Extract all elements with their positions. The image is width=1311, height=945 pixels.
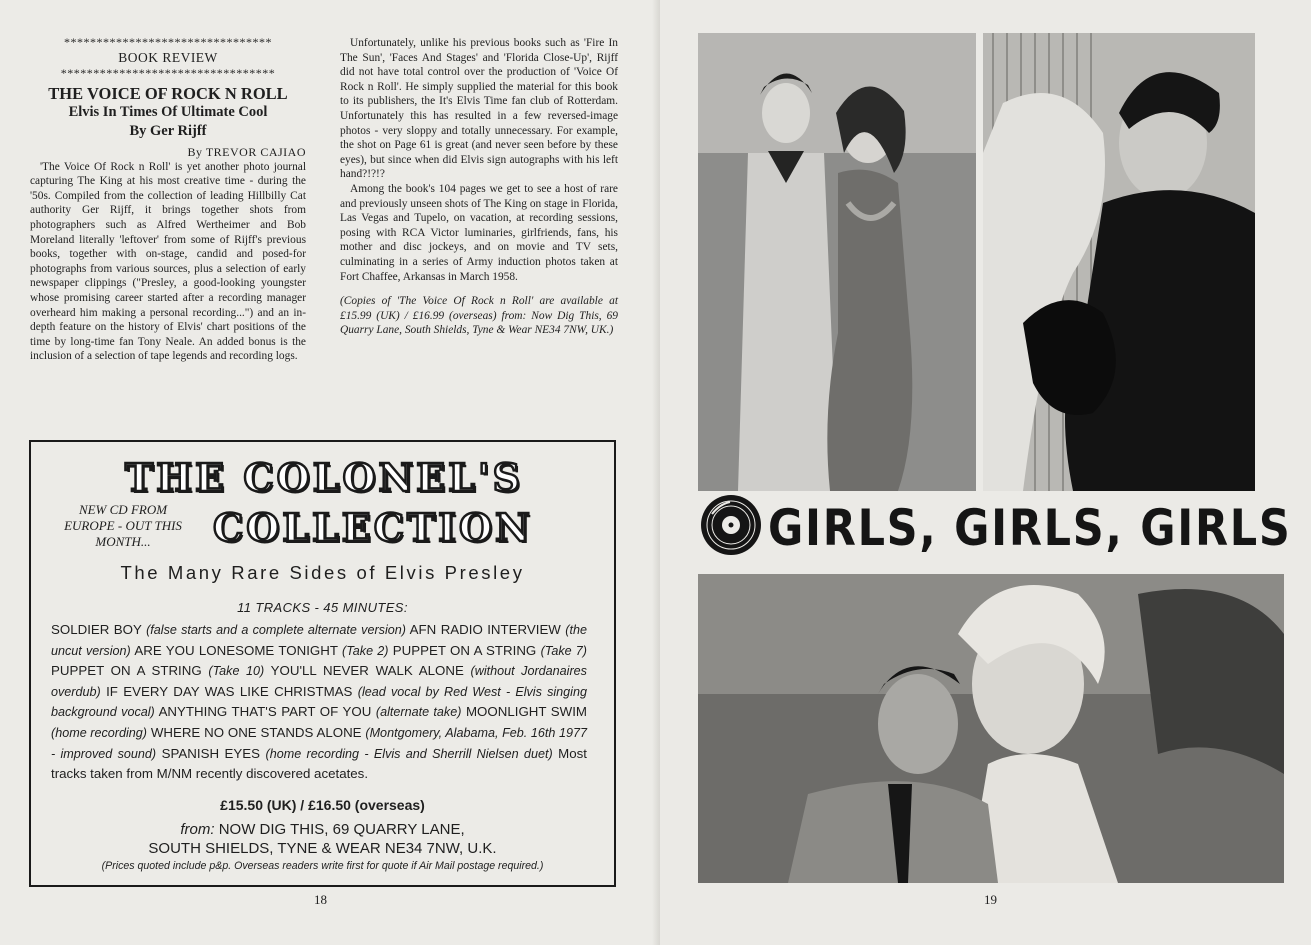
- review-author: By Ger Rijff: [129, 123, 207, 139]
- track-note: (home recording - Elvis and Sherrill Nielsen duet): [265, 746, 553, 761]
- advert-tracks-summary: 11 TRACKS - 45 MINUTES:: [237, 600, 408, 615]
- photo-elvis-with-actress: [698, 574, 1284, 883]
- track-title: IF EVERY DAY WAS LIKE CHRISTMAS: [106, 683, 353, 699]
- track-title: PUPPET ON A STRING: [51, 663, 202, 679]
- colonels-collection-advert: [29, 440, 616, 887]
- review-subtitle: Elvis In Times Of Ultimate Cool: [68, 104, 268, 120]
- advert-address-line-1: NOW DIG THIS, 69 QUARRY LANE,: [218, 821, 465, 838]
- advert-footnote: (Prices quoted include p&p. Overseas readers write first for quote if Air Mail postage required.): [101, 860, 544, 872]
- review-stars-top: ********************************: [64, 35, 272, 49]
- advert-side-note: NEW CD FROM EUROPE - OUT THIS MONTH...: [64, 502, 182, 549]
- track-title: AFN RADIO INTERVIEW: [409, 622, 561, 637]
- page-number-left: 18: [314, 892, 327, 907]
- photo-figures: [983, 33, 1255, 491]
- photo-figures: [698, 574, 1284, 883]
- advert-from-label: from:: [180, 821, 215, 838]
- banner-title: GIRLS, GIRLS, GIRLS: [768, 499, 1292, 557]
- advert-address: [31, 820, 614, 858]
- track-title: YOU'LL NEVER WALK ALONE: [270, 663, 464, 679]
- review-availability-note: (Copies of 'The Voice Of Rock n Roll' are available at £15.99 (UK) / £16.99 (overseas) from: Now Dig This, 69 Quarry Lane, South Shields, Tyne & Wear NE34 7NW, UK.): [340, 295, 618, 337]
- track-title: PUPPET ON A STRING: [392, 642, 537, 658]
- review-column-2: [340, 36, 618, 349]
- advert-tagline: The Many Rare Sides of Elvis Presley: [120, 562, 525, 583]
- track-title: MOONLIGHT SWIM: [465, 704, 587, 720]
- tracks-footer: Most tracks taken from M/NM recently discovered acetates.: [51, 745, 587, 782]
- review-stars-bottom: *********************************: [60, 66, 276, 80]
- track-note: (Take 2): [342, 643, 389, 658]
- track-title: ARE YOU LONESOME TONIGHT: [134, 642, 338, 658]
- advert-title-line-1: THE COLONEL'S: [125, 455, 524, 500]
- advert-title-line-2: COLLECTION: [213, 505, 533, 550]
- photo-figures: [698, 33, 976, 491]
- track-note: (Take 10): [208, 664, 265, 679]
- page-number-right: 19: [984, 892, 997, 907]
- track-title: SPANISH EYES: [161, 745, 261, 761]
- track-title: WHERE NO ONE STANDS ALONE: [150, 724, 362, 740]
- advert-address-line-2: SOUTH SHIELDS, TYNE & WEAR NE34 7NW, U.K.: [148, 840, 497, 857]
- advert-price: £15.50 (UK) / £16.50 (overseas): [220, 797, 425, 813]
- vinyl-record-icon: [700, 494, 762, 556]
- review-paragraph: Among the book's 104 pages we get to see a host of rare and previously unseen shots of The King on stage in Florida, Las Vegas and Tupelo, on vacation, at recording sessions, posing with RCA Victor luminaries, girlfriends, fans, his mother and disc jockeys, and on movie and TV sets, culminating in a series of Army induction photos taken at Fort Chaffee, Arkansas in March 1958.: [340, 182, 618, 283]
- review-section-label: BOOK REVIEW: [118, 50, 218, 65]
- photo-elvis-kiss: [983, 33, 1255, 491]
- track-note: (home recording): [51, 725, 147, 740]
- review-paragraph: 'The Voice Of Rock n Roll' is yet another photo journal capturing The King at his most creative time - during the '50s. Compiled from the collection of leading Hillbilly Cat authority Ger Rijff, it brings together shots from photographers such as Alfred Wertheimer and Bob Moreland literally 'leftover' from some of Rijff's previous books, together with on-stage, candid and posed-for photographs from various sources, plus a selection of early newspaper clippings ("Presley, a good-looking youngster whose promising career started after a recording manager overheard him making a personal recording...") and an in-depth feature on the history of Elvis' chart positions of the time by long-time fan Tony Neale. An added bonus is the inclusion of a selection of tape legends and recording logs.: [30, 160, 306, 363]
- track-note: (alternate take): [375, 705, 462, 720]
- track-note: (Montgomery, Alabama, Feb. 16th 1977 - improved sound): [51, 725, 587, 761]
- photo-elvis-with-woman-posing: [698, 33, 976, 491]
- track-title: ANYTHING THAT'S PART OF YOU: [158, 704, 372, 720]
- track-note: (Take 7): [540, 643, 587, 658]
- track-title: SOLDIER BOY: [51, 622, 142, 637]
- track-note: (without Jordanaires overdub): [51, 664, 587, 699]
- track-note: (false starts and a complete alternate version): [146, 623, 406, 637]
- review-title: THE VOICE OF ROCK N ROLL: [48, 84, 288, 103]
- track-note: (lead vocal by Red West - Elvis singing background vocal): [51, 684, 587, 720]
- review-byline: By TREVOR CAJIAO: [187, 145, 306, 159]
- review-column-1: [30, 36, 306, 364]
- review-paragraph: Unfortunately, unlike his previous books such as 'Fire In The Sun', 'Faces And Stages' and 'Florida Close-Up', Rijff did not have total control over the production of 'Voice Of Rock n Roll'. He simply supplied the material for this book to its publishers, the It's Elvis Time fan club of Rotterdam. Unfortunately this has resulted in a few reversed-image photos - very sloppy and totally unnecessary. For example, the shot on Page 61 is great (and never seen before by these eyes), but since when did Elvis sign autographs with his left hand?!?!?: [340, 37, 618, 181]
- advert-track-list: [51, 620, 587, 784]
- track-note: (the uncut version): [51, 623, 587, 658]
